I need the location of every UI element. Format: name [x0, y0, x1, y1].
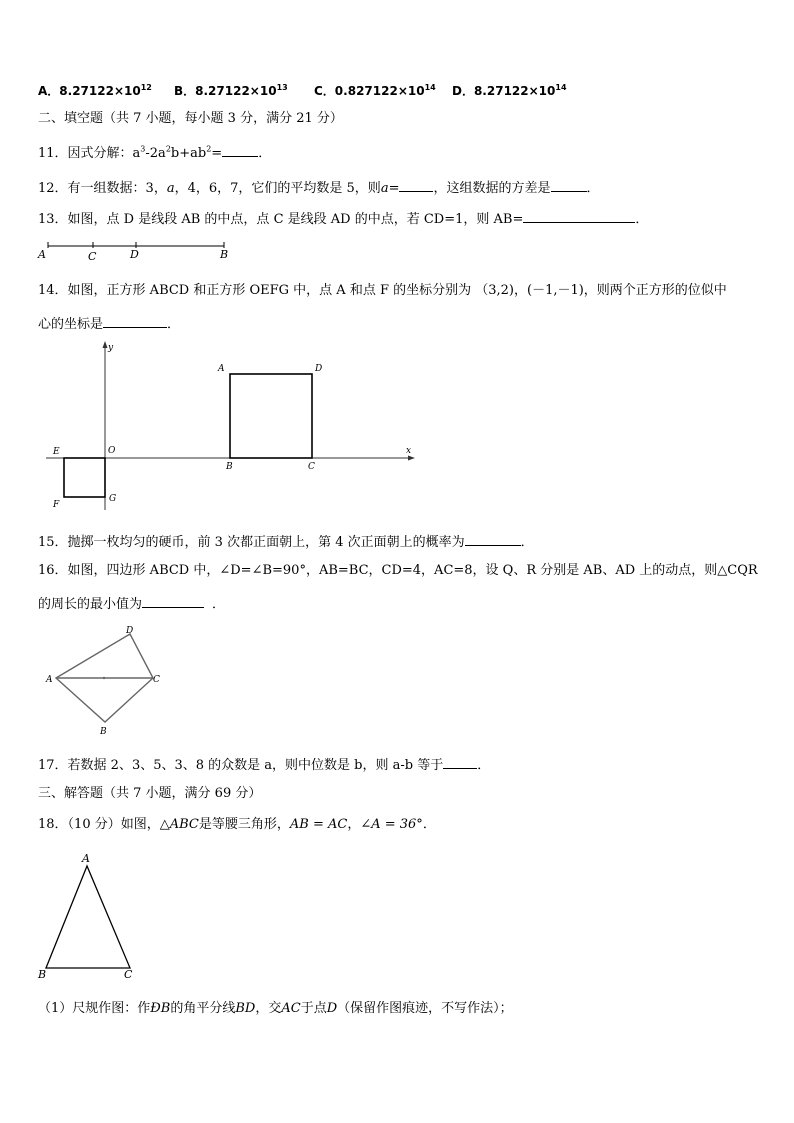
label-b: B	[38, 968, 47, 981]
section3-title: 三、解答题（共 7 小题，满分 69 分）	[38, 786, 262, 801]
answer-blank[interactable]	[465, 531, 521, 546]
question-11: 11．因式分解：$a^3-2a^2b+ab^2=$ ．	[38, 142, 271, 163]
question-14-line2: 心的坐标是 ．	[38, 313, 180, 334]
label-d: D	[126, 626, 134, 636]
coordinate-figure	[40, 338, 420, 514]
label-a: A	[218, 364, 225, 374]
question-17: 17．若数据 2、3、5、3、8 的众数是 a，则中位数是 b，则 a-b 等于 ．	[38, 754, 490, 775]
question-14-line1: 14．如图，正方形 ABCD 和正方形 OEFG 中，点 A 和点 F 的坐标分别为 （3,2)，(－1,－1)，则两个正方形的位似中	[38, 283, 727, 298]
option-a: A．$8.27122\times 10^{12}$	[38, 83, 152, 98]
answer-blank[interactable]	[142, 593, 204, 608]
label-c: C	[88, 250, 97, 263]
label-b: B	[226, 462, 233, 472]
option-d: D．$8.27122\times 10^{14}$	[452, 83, 567, 98]
triangle-figure	[36, 850, 148, 984]
label-f: F	[53, 500, 60, 510]
answer-blank[interactable]	[523, 208, 635, 223]
label-c: C	[124, 968, 133, 981]
label-g: G	[109, 494, 117, 504]
section2-title: 二、填空题（共 7 小题，每小题 3 分，满分 21 分）	[38, 111, 343, 126]
quadrilateral-figure	[38, 622, 178, 740]
label-b: B	[100, 727, 107, 737]
answer-blank[interactable]	[103, 313, 167, 328]
axis-y-label: y	[108, 343, 114, 353]
question-18: 18．（10 分）如图，△ABC是等腰三角形，AB = AC，∠A = 36°．	[38, 817, 436, 832]
label-a: A	[46, 675, 53, 685]
answer-blank[interactable]	[551, 177, 587, 192]
segment-figure	[36, 238, 236, 264]
label-b: B	[220, 248, 229, 261]
label-c: C	[153, 675, 160, 685]
label-a: A	[38, 248, 46, 261]
answer-blank[interactable]	[443, 754, 477, 769]
axis-x-label: x	[406, 446, 412, 456]
question-12: 12．有一组数据：3，a，4，6，7，它们的平均数是 5，则a= ，这组数据的方差是 ．	[38, 177, 600, 198]
label-e: E	[53, 447, 60, 457]
question-18-part1: （1）尺规作图：作ÐB的角平分线BD，交AC于点D（保留作图痕迹，不写作法）；	[38, 1001, 513, 1016]
question-16-line1: 16．如图，四边形 ABCD 中，∠D=∠B=90°，AB=BC，CD=4，AC=8，设 Q、R 分别是 AB、AD 上的动点，则△CQR	[38, 563, 758, 578]
label-c: C	[308, 462, 315, 472]
question-15: 15．抛掷一枚均匀的硬币，前 3 次都正面朝上，第 4 次正面朝上的概率为 ．	[38, 531, 534, 552]
option-b: B．$8.27122\times 10^{13}$	[174, 83, 288, 98]
answer-blank[interactable]	[399, 177, 433, 192]
question-13: 13．如图，点 D 是线段 AB 的中点，点 C 是线段 AD 的中点，若 CD=1，则 AB= ．	[38, 208, 648, 229]
label-d: D	[315, 364, 323, 374]
option-c: C．$0.827122\times 10^{14}$	[314, 83, 436, 98]
label-o: O	[108, 446, 116, 456]
label-a: A	[82, 852, 90, 865]
question-16-line2: 的周长的最小值为 ．	[38, 593, 225, 614]
label-d: D	[130, 248, 139, 261]
answer-blank[interactable]	[222, 142, 258, 157]
